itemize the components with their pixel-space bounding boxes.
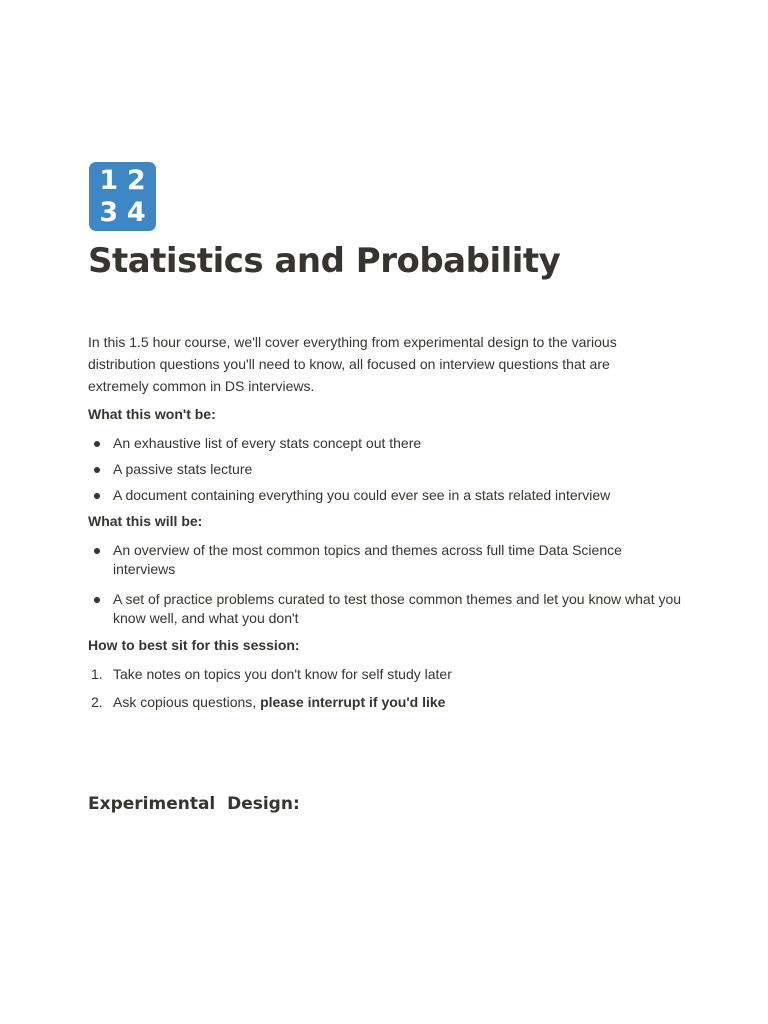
icon-digit: 2 bbox=[126, 165, 146, 196]
list-item bbox=[88, 541, 688, 579]
list-item bbox=[88, 693, 688, 712]
wont-be-label: What this won't be: bbox=[88, 406, 216, 422]
list-item-text: An overview of the most common topics and themes across full time Data Science interviews bbox=[113, 542, 622, 577]
numbers-page-icon bbox=[89, 162, 156, 231]
list-number: 2. bbox=[91, 694, 103, 710]
bullet-icon bbox=[94, 548, 100, 554]
list-item bbox=[88, 434, 688, 453]
list-item-text: A document containing everything you could ever see in a stats related interview bbox=[113, 487, 611, 503]
list-item-text: Take notes on topics you don't know for self study later bbox=[113, 666, 452, 682]
list-item bbox=[88, 665, 688, 684]
list-item-text: A set of practice problems curated to test those common themes and let you know what you know well, and what you don't bbox=[113, 591, 682, 626]
list-number: 1. bbox=[91, 666, 103, 682]
list-item bbox=[88, 460, 688, 479]
wont-be-list bbox=[88, 434, 688, 505]
bullet-icon bbox=[94, 493, 100, 499]
list-item-text: A passive stats lecture bbox=[113, 461, 253, 477]
list-item-text: Ask copious questions, bbox=[113, 694, 261, 710]
page-title: Statistics and Probability bbox=[88, 241, 561, 281]
list-item-text: An exhaustive list of every stats concept out there bbox=[113, 435, 422, 451]
icon-digit: 1 bbox=[99, 165, 119, 196]
intro-paragraph: In this 1.5 hour course, we'll cover everything from experimental design to the various distribution questions you'll need to know, all focused on interview questions that are extremely common in DS interviews. bbox=[88, 334, 617, 394]
how-to-label: How to best sit for this session: bbox=[88, 637, 300, 653]
section-heading: Experimental Design: bbox=[88, 794, 300, 814]
list-item bbox=[88, 486, 688, 505]
how-to-list bbox=[88, 665, 688, 712]
bullet-icon bbox=[94, 597, 100, 603]
will-be-label: What this will be: bbox=[88, 513, 203, 529]
icon-digit: 3 bbox=[99, 196, 119, 228]
will-be-list bbox=[88, 541, 688, 628]
bullet-icon bbox=[94, 441, 100, 447]
list-item-emphasis: please interrupt if you'd like bbox=[260, 694, 446, 710]
bullet-icon bbox=[94, 467, 100, 473]
icon-digit: 4 bbox=[126, 196, 146, 228]
list-item bbox=[88, 590, 688, 628]
